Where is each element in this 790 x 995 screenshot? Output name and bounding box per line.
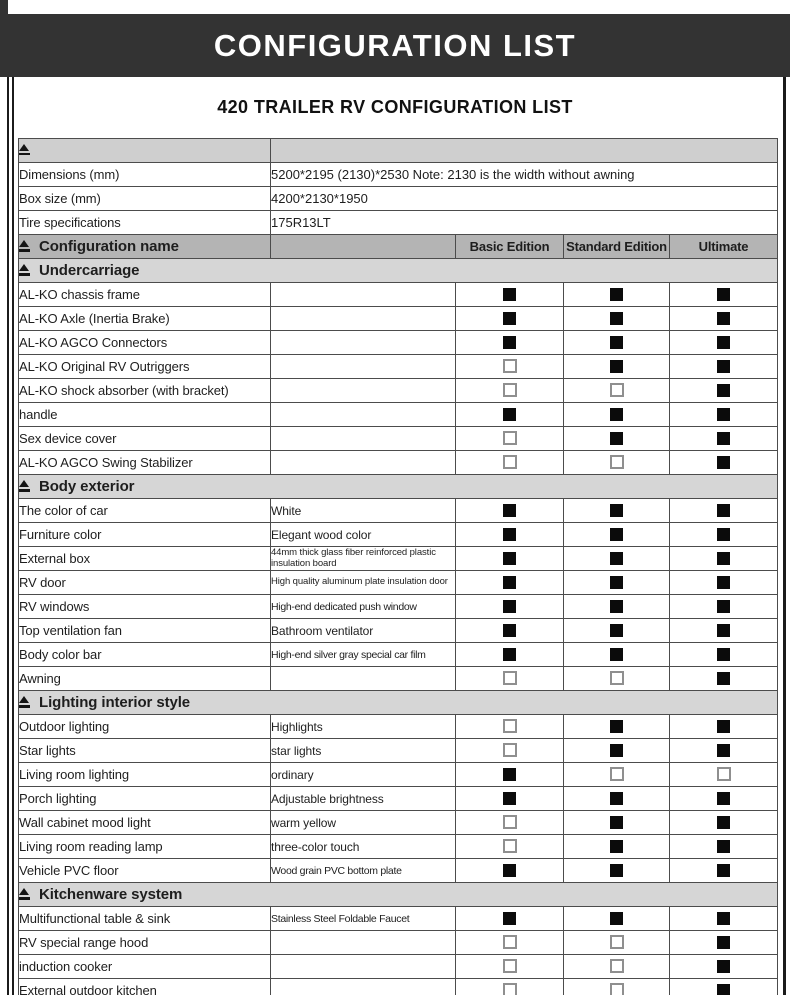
row-label: External box [19, 547, 271, 571]
checkbox-filled [610, 336, 623, 349]
checkbox-cell [564, 307, 670, 331]
checkbox-empty [610, 983, 624, 995]
item-row [19, 571, 778, 595]
row-desc: Stainless Steel Foldable Faucet [271, 907, 456, 931]
item-row [19, 307, 778, 331]
checkbox-filled [610, 408, 623, 421]
item-row [19, 787, 778, 811]
checkbox-cell [564, 283, 670, 307]
checkbox-filled [717, 288, 730, 301]
checkbox-cell [456, 643, 564, 667]
checkbox-cell [670, 499, 778, 523]
eject-icon [19, 480, 30, 492]
checkbox-cell [564, 331, 670, 355]
checkbox-cell [456, 571, 564, 595]
checkbox-empty [503, 671, 517, 685]
checkbox-cell [670, 715, 778, 739]
corner-mark [0, 0, 8, 14]
row-desc: Wood grain PVC bottom plate [271, 859, 456, 883]
row-label: induction cooker [19, 955, 271, 979]
checkbox-filled [503, 912, 516, 925]
edition-header: Ultimate [670, 235, 778, 259]
item-row [19, 739, 778, 763]
checkbox-filled [717, 672, 730, 685]
checkbox-cell [564, 523, 670, 547]
spec-row [19, 211, 778, 235]
checkbox-cell [564, 739, 670, 763]
section-header-row [19, 883, 778, 907]
checkbox-empty [503, 431, 517, 445]
section-header [19, 691, 778, 715]
row-desc [271, 955, 456, 979]
checkbox-filled [503, 312, 516, 325]
checkbox-cell [564, 403, 670, 427]
checkbox-filled [717, 528, 730, 541]
checkbox-cell [564, 595, 670, 619]
item-row [19, 763, 778, 787]
item-row [19, 499, 778, 523]
row-label: AL-KO AGCO Swing Stabilizer [19, 451, 271, 475]
checkbox-filled [610, 432, 623, 445]
checkbox-filled [503, 648, 516, 661]
icon-row-spacer [271, 139, 778, 163]
checkbox-filled [717, 648, 730, 661]
row-desc [271, 379, 456, 403]
checkbox-cell [456, 403, 564, 427]
checkbox-filled [610, 744, 623, 757]
checkbox-cell [670, 307, 778, 331]
checkbox-cell [564, 571, 670, 595]
item-row [19, 595, 778, 619]
checkbox-cell [564, 451, 670, 475]
checkbox-empty [610, 671, 624, 685]
row-desc: High quality aluminum plate insulation door [271, 571, 456, 595]
item-row [19, 715, 778, 739]
item-row [19, 907, 778, 931]
config-header-row [19, 235, 778, 259]
icon-cell [19, 139, 271, 163]
row-label: AL-KO Axle (Inertia Brake) [19, 307, 271, 331]
checkbox-filled [503, 408, 516, 421]
item-row [19, 403, 778, 427]
checkbox-filled [717, 384, 730, 397]
table-title: 420 TRAILER RV CONFIGURATION LIST [217, 97, 573, 117]
section-title: Body exterior [39, 478, 135, 495]
checkbox-empty [503, 935, 517, 949]
section-title: Lighting interior style [39, 694, 191, 711]
checkbox-cell [670, 427, 778, 451]
row-label: RV special range hood [19, 931, 271, 955]
config-header-spacer [271, 235, 456, 259]
checkbox-cell [670, 283, 778, 307]
config-name-header [19, 235, 271, 259]
spec-value: 5200*2195 (2130)*2530 Note: 2130 is the width without awning [271, 163, 778, 187]
section-header-row [19, 259, 778, 283]
item-row [19, 643, 778, 667]
configuration-table [18, 138, 778, 995]
row-label: Sex device cover [19, 427, 271, 451]
checkbox-cell [456, 595, 564, 619]
checkbox-filled [610, 600, 623, 613]
checkbox-filled [610, 792, 623, 805]
section-header [19, 883, 778, 907]
checkbox-filled [503, 864, 516, 877]
right-border-line [783, 77, 786, 995]
row-desc [271, 667, 456, 691]
eject-icon [19, 240, 30, 252]
checkbox-filled [717, 960, 730, 973]
checkbox-cell [670, 667, 778, 691]
checkbox-filled [717, 312, 730, 325]
checkbox-filled [717, 840, 730, 853]
checkbox-cell [670, 955, 778, 979]
checkbox-filled [503, 528, 516, 541]
checkbox-filled [610, 504, 623, 517]
checkbox-cell [564, 907, 670, 931]
checkbox-cell [456, 451, 564, 475]
item-row [19, 523, 778, 547]
banner [0, 14, 790, 77]
checkbox-cell [670, 643, 778, 667]
checkbox-filled [717, 408, 730, 421]
row-desc [271, 931, 456, 955]
checkbox-cell [670, 859, 778, 883]
checkbox-empty [503, 455, 517, 469]
checkbox-cell [564, 547, 670, 571]
item-row [19, 355, 778, 379]
checkbox-cell [456, 355, 564, 379]
checkbox-cell [456, 283, 564, 307]
row-desc: Highlights [271, 715, 456, 739]
checkbox-cell [456, 859, 564, 883]
spec-label: Box size (mm) [19, 187, 271, 211]
checkbox-cell [456, 763, 564, 787]
checkbox-empty [610, 959, 624, 973]
icon-row [19, 139, 778, 163]
spec-row [19, 163, 778, 187]
checkbox-cell [670, 739, 778, 763]
checkbox-filled [610, 360, 623, 373]
checkbox-cell [456, 379, 564, 403]
row-label: RV windows [19, 595, 271, 619]
item-row [19, 859, 778, 883]
config-name-label: Configuration name [39, 238, 179, 255]
checkbox-filled [610, 864, 623, 877]
left-outer-border-line [7, 77, 9, 995]
section-header [19, 475, 778, 499]
spec-value: 175R13LT [271, 211, 778, 235]
checkbox-empty [610, 383, 624, 397]
checkbox-filled [717, 576, 730, 589]
eject-icon [19, 888, 30, 900]
row-label: Living room reading lamp [19, 835, 271, 859]
checkbox-filled [717, 936, 730, 949]
checkbox-cell [670, 571, 778, 595]
row-desc: High-end silver gray special car film [271, 643, 456, 667]
row-label: Wall cabinet mood light [19, 811, 271, 835]
checkbox-cell [564, 859, 670, 883]
checkbox-filled [503, 792, 516, 805]
checkbox-filled [503, 624, 516, 637]
item-row [19, 379, 778, 403]
configuration-table-body [19, 139, 778, 995]
row-desc: three-color touch [271, 835, 456, 859]
checkbox-filled [610, 648, 623, 661]
checkbox-cell [670, 331, 778, 355]
checkbox-cell [670, 523, 778, 547]
checkbox-cell [456, 811, 564, 835]
checkbox-empty [503, 959, 517, 973]
checkbox-cell [564, 379, 670, 403]
edition-header: Basic Edition [456, 235, 564, 259]
checkbox-filled [717, 984, 730, 995]
checkbox-filled [503, 336, 516, 349]
section-header [19, 259, 778, 283]
left-inner-border-line [12, 77, 14, 995]
row-desc: warm yellow [271, 811, 456, 835]
checkbox-filled [717, 864, 730, 877]
eject-icon [19, 696, 30, 708]
checkbox-cell [456, 547, 564, 571]
row-desc [271, 451, 456, 475]
row-desc [271, 283, 456, 307]
checkbox-cell [564, 355, 670, 379]
spec-label: Tire specifications [19, 211, 271, 235]
item-row [19, 667, 778, 691]
row-label: handle [19, 403, 271, 427]
spec-value: 4200*2130*1950 [271, 187, 778, 211]
checkbox-empty [610, 455, 624, 469]
checkbox-filled [503, 288, 516, 301]
checkbox-cell [564, 835, 670, 859]
spec-row [19, 187, 778, 211]
checkbox-cell [456, 931, 564, 955]
row-desc [271, 979, 456, 995]
checkbox-filled [503, 600, 516, 613]
checkbox-empty [503, 359, 517, 373]
checkbox-empty [503, 815, 517, 829]
item-row [19, 547, 778, 571]
checkbox-cell [564, 715, 670, 739]
checkbox-empty [503, 383, 517, 397]
checkbox-filled [610, 576, 623, 589]
checkbox-cell [670, 787, 778, 811]
item-row [19, 979, 778, 995]
row-desc: 44mm thick glass fiber reinforced plastic insulation board [271, 547, 456, 571]
row-desc [271, 331, 456, 355]
row-label: Vehicle PVC floor [19, 859, 271, 883]
row-desc: Elegant wood color [271, 523, 456, 547]
item-row [19, 955, 778, 979]
checkbox-cell [564, 787, 670, 811]
checkbox-filled [503, 768, 516, 781]
checkbox-cell [670, 931, 778, 955]
row-label: Top ventilation fan [19, 619, 271, 643]
checkbox-cell [670, 547, 778, 571]
checkbox-cell [564, 955, 670, 979]
row-desc [271, 427, 456, 451]
checkbox-filled [610, 912, 623, 925]
row-label: Body color bar [19, 643, 271, 667]
row-desc: Adjustable brightness [271, 787, 456, 811]
checkbox-cell [564, 667, 670, 691]
checkbox-cell [670, 835, 778, 859]
checkbox-filled [717, 600, 730, 613]
checkbox-cell [564, 979, 670, 995]
checkbox-cell [670, 979, 778, 995]
item-row [19, 451, 778, 475]
row-label: AL-KO chassis frame [19, 283, 271, 307]
row-label: RV door [19, 571, 271, 595]
checkbox-empty [717, 767, 731, 781]
checkbox-cell [456, 955, 564, 979]
checkbox-filled [503, 576, 516, 589]
checkbox-cell [456, 307, 564, 331]
checkbox-cell [564, 427, 670, 451]
row-label: Porch lighting [19, 787, 271, 811]
edition-header: Standard Edition [564, 235, 670, 259]
checkbox-filled [610, 528, 623, 541]
checkbox-filled [610, 840, 623, 853]
row-label: The color of car [19, 499, 271, 523]
checkbox-filled [717, 360, 730, 373]
checkbox-cell [456, 523, 564, 547]
checkbox-filled [610, 552, 623, 565]
checkbox-filled [717, 720, 730, 733]
row-label: AL-KO Original RV Outriggers [19, 355, 271, 379]
checkbox-filled [503, 552, 516, 565]
checkbox-empty [610, 935, 624, 949]
row-label: Living room lighting [19, 763, 271, 787]
checkbox-cell [670, 451, 778, 475]
row-label: Furniture color [19, 523, 271, 547]
item-row [19, 931, 778, 955]
checkbox-cell [456, 667, 564, 691]
checkbox-empty [503, 839, 517, 853]
checkbox-cell [564, 619, 670, 643]
row-label: Multifunctional table & sink [19, 907, 271, 931]
checkbox-cell [670, 811, 778, 835]
checkbox-cell [456, 715, 564, 739]
item-row [19, 283, 778, 307]
checkbox-cell [456, 835, 564, 859]
checkbox-filled [717, 552, 730, 565]
checkbox-cell [564, 763, 670, 787]
row-desc: High-end dedicated push window [271, 595, 456, 619]
row-label: Star lights [19, 739, 271, 763]
item-row [19, 811, 778, 835]
row-desc: ordinary [271, 763, 456, 787]
checkbox-cell [564, 499, 670, 523]
item-row [19, 427, 778, 451]
checkbox-filled [717, 336, 730, 349]
eject-icon [19, 144, 30, 156]
row-label: Awning [19, 667, 271, 691]
checkbox-cell [670, 379, 778, 403]
row-label: Outdoor lighting [19, 715, 271, 739]
checkbox-cell [456, 619, 564, 643]
checkbox-cell [670, 619, 778, 643]
checkbox-cell [456, 739, 564, 763]
checkbox-cell [670, 595, 778, 619]
checkbox-cell [670, 403, 778, 427]
checkbox-filled [717, 912, 730, 925]
checkbox-empty [503, 983, 517, 995]
checkbox-filled [610, 312, 623, 325]
section-title: Kitchenware system [39, 886, 183, 903]
item-row [19, 835, 778, 859]
checkbox-cell [456, 331, 564, 355]
row-desc: White [271, 499, 456, 523]
row-desc [271, 403, 456, 427]
item-row [19, 331, 778, 355]
eject-icon [19, 264, 30, 276]
checkbox-cell [456, 427, 564, 451]
checkbox-filled [503, 504, 516, 517]
row-desc: Bathroom ventilator [271, 619, 456, 643]
checkbox-cell [670, 763, 778, 787]
checkbox-cell [564, 931, 670, 955]
item-row [19, 619, 778, 643]
row-desc: star lights [271, 739, 456, 763]
checkbox-cell [564, 811, 670, 835]
checkbox-filled [610, 624, 623, 637]
checkbox-filled [717, 792, 730, 805]
row-label: AL-KO AGCO Connectors [19, 331, 271, 355]
row-desc [271, 307, 456, 331]
section-header-row [19, 475, 778, 499]
row-label: AL-KO shock absorber (with bracket) [19, 379, 271, 403]
spec-label: Dimensions (mm) [19, 163, 271, 187]
checkbox-filled [717, 744, 730, 757]
top-strip [0, 0, 790, 14]
checkbox-filled [610, 288, 623, 301]
section-title: Undercarriage [39, 262, 140, 279]
checkbox-filled [717, 456, 730, 469]
section-header-row [19, 691, 778, 715]
checkbox-filled [610, 720, 623, 733]
checkbox-cell [670, 355, 778, 379]
checkbox-filled [717, 504, 730, 517]
checkbox-filled [717, 816, 730, 829]
checkbox-filled [610, 816, 623, 829]
checkbox-empty [503, 743, 517, 757]
checkbox-filled [717, 624, 730, 637]
row-desc [271, 355, 456, 379]
checkbox-cell [564, 643, 670, 667]
checkbox-empty [610, 767, 624, 781]
checkbox-empty [503, 719, 517, 733]
checkbox-cell [456, 979, 564, 995]
checkbox-cell [456, 499, 564, 523]
checkbox-cell [456, 787, 564, 811]
row-label: External outdoor kitchen [19, 979, 271, 995]
checkbox-cell [456, 907, 564, 931]
banner-title: CONFIGURATION LIST [213, 27, 577, 63]
checkbox-cell [670, 907, 778, 931]
checkbox-filled [717, 432, 730, 445]
